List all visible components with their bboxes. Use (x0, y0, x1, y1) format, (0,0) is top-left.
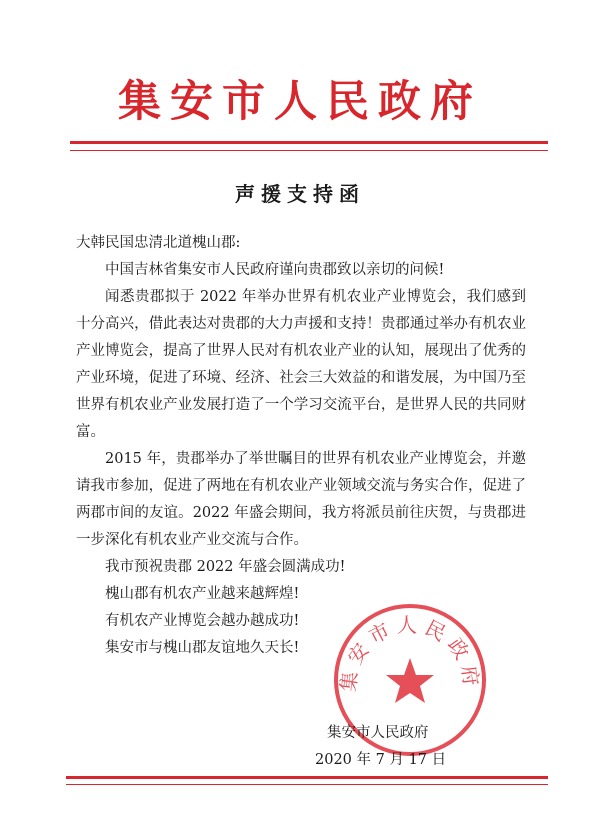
letterhead-rule-thick (70, 141, 548, 144)
footer-rule-thick (66, 776, 548, 779)
letter-body (76, 230, 526, 662)
signature-date: 2020 年 7 月 17 日 (315, 752, 447, 768)
signature-org: 集安市人民政府 (327, 725, 429, 741)
seal-star-icon (386, 658, 434, 703)
wish-line: 我市预祝贵郡 2022 年盛会圆满成功! (105, 559, 346, 575)
signature-block (315, 720, 515, 774)
history-paragraph: 2015 年，贵郡举办了举世瞩目的世界有机农业产业博览会，并邀请我市参加，促进了两地在有机农业产业领域交流与务实合作，促进了两郡市间的友谊。2022 年盛会期间，我方将派员前往庆贺，与贵郡进一步深化有机农业产业交流与合作。 (76, 451, 526, 548)
support-paragraph: 闻悉贵郡拟于 2022 年举办世界有机农业产业博览会，我们感到十分高兴，借此表达对贵郡的大力声援和支持！贵郡通过举办有机农业产业博览会，提高了世界人民对有机农业产业的认知，展现出了优秀的产业环境，促进了环境、经济、社会三大效益的和谐发展，为中国乃至世界有机农业产业发展打造了一个学习交流平台，是世界人民的共同财富。 (76, 289, 526, 440)
document-title: 声援支持函 (235, 182, 365, 206)
wish-line: 槐山郡有机农产业越来越辉煌! (105, 586, 300, 602)
footer-rule-thin (66, 784, 548, 785)
wish-line: 有机农产业博览会越办越成功! (105, 613, 300, 629)
greeting-paragraph: 中国吉林省集安市人民政府谨向贵郡致以亲切的问候! (105, 262, 445, 278)
salutation: 大韩民国忠清北道槐山郡: (76, 235, 241, 251)
wish-line: 集安市与槐山郡友谊地久天长! (105, 640, 300, 656)
letterhead-rule-thin (70, 150, 548, 151)
letterhead-title: 集安市人民政府 (118, 77, 482, 127)
svg-text:集安市人民政府: 集安市人民政府 (335, 613, 485, 693)
